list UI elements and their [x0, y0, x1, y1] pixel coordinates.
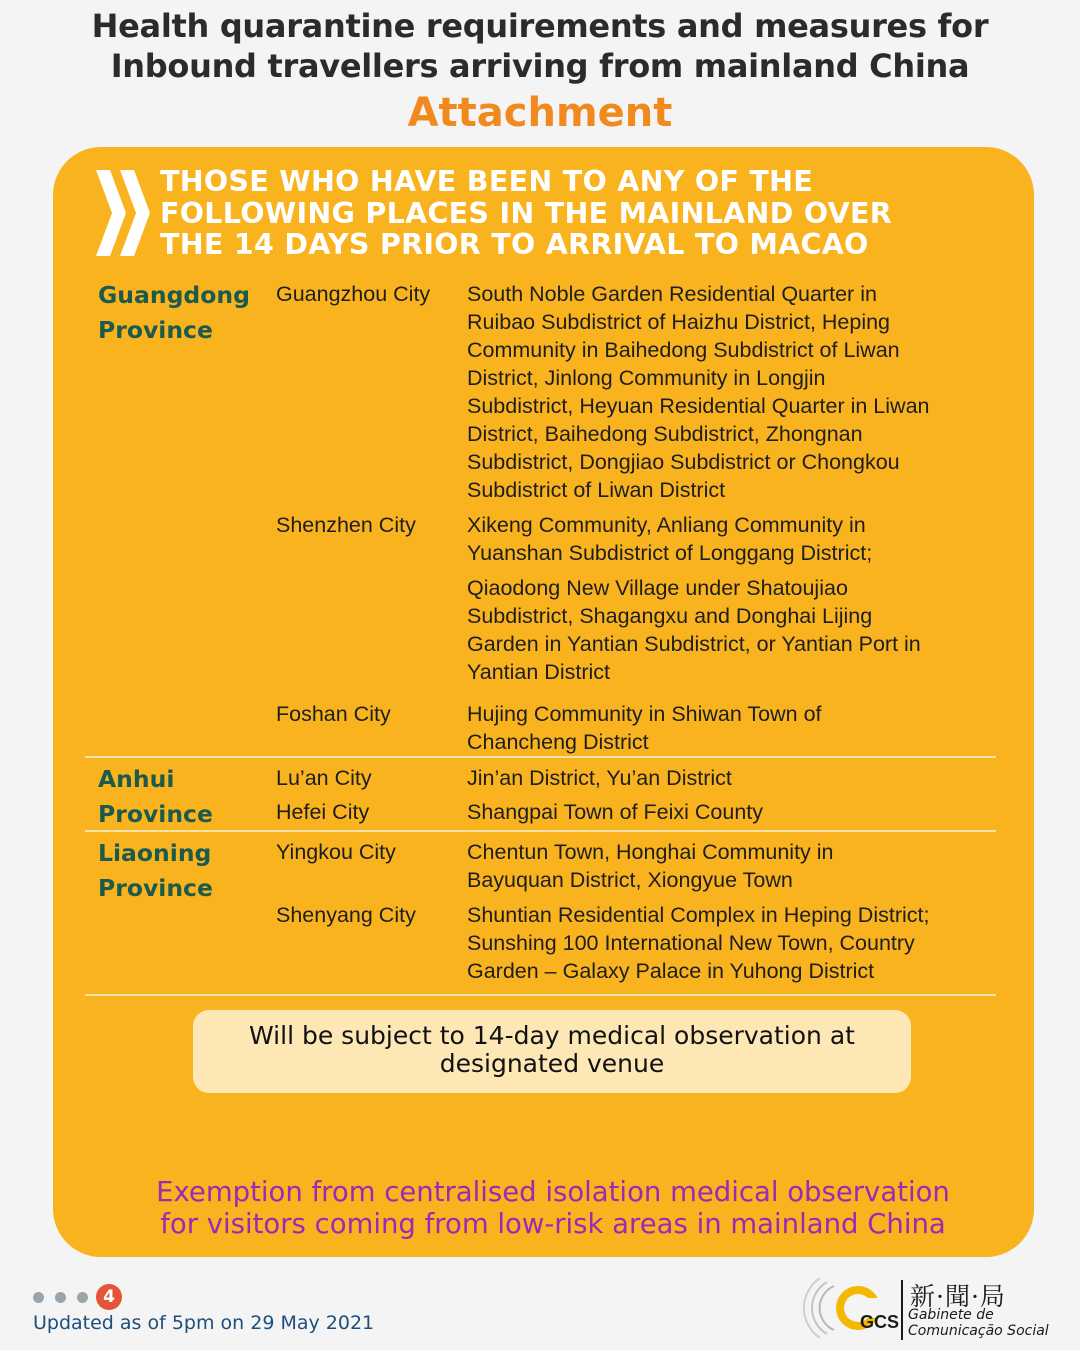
place-line: Hujing Community in Shiwan Town of — [467, 702, 822, 726]
place-line: Ruibao Subdistrict of Haizhu District, Heping — [467, 310, 891, 334]
region-liaoning — [85, 836, 996, 994]
province-name-line-2: Province — [98, 316, 213, 344]
observation-notice — [193, 1010, 911, 1093]
place-line: Subdistrict, Heyuan Residential Quarter in Liwan — [467, 394, 930, 418]
place-line: Chentun Town, Honghai Community in — [467, 840, 834, 864]
page-dot — [77, 1292, 88, 1303]
row-divider — [85, 756, 996, 758]
places-guangzhou — [467, 280, 997, 504]
exemption-text — [53, 1176, 1053, 1240]
place-line: South Noble Garden Residential Quarter in — [467, 282, 877, 306]
city-shenzhen: Shenzhen City — [276, 513, 416, 537]
updated-timestamp: Updated as of 5pm on 29 May 2021 — [33, 1312, 375, 1334]
places-shenyang — [467, 901, 997, 985]
page-header — [0, 6, 1080, 138]
places-shenzhen-2 — [467, 574, 997, 686]
place-line: Qiaodong New Village under Shatoujiao — [467, 576, 848, 600]
place-line: Bayuquan District, Xiongyue Town — [467, 868, 793, 892]
region-guangdong — [85, 278, 996, 758]
row-divider — [85, 830, 996, 832]
section-heading-line-1: THOSE WHO HAVE BEEN TO ANY OF THE — [160, 165, 814, 198]
place-line: District, Jinlong Community in Longjin — [467, 366, 826, 390]
page-title-line-2: Inbound travellers arriving from mainland China — [110, 47, 970, 85]
place-line: Garden – Galaxy Palace in Yuhong District — [467, 959, 875, 983]
section-heading-line-2: FOLLOWING PLACES IN THE MAINLAND OVER — [160, 196, 892, 230]
province-name-line-1: Anhui — [98, 765, 175, 793]
logo-pt-line-1: Gabinete de — [908, 1307, 994, 1323]
section-heading-line-3: THE 14 DAYS PRIOR TO ARRIVAL TO MACAO — [160, 228, 869, 261]
page-subtitle: Attachment — [407, 90, 673, 136]
place-line: Yantian District — [467, 660, 610, 684]
place-line: Subdistrict of Liwan District — [467, 478, 726, 502]
place-line: Subdistrict, Dongjiao Subdistrict or Chongkou — [467, 450, 900, 474]
page-dot — [33, 1292, 44, 1303]
place-line: Sunshing 100 International New Town, Country — [467, 931, 915, 955]
city-luan: Lu’an City — [276, 766, 372, 790]
notice-line-1: Will be subject to 14-day medical observation at — [249, 1021, 855, 1050]
logo-pt-line-2: Comunicação Social — [908, 1323, 1049, 1339]
place-line: Yuanshan Subdistrict of Longgang District; — [467, 541, 873, 565]
notice-line-2: designated venue — [439, 1049, 665, 1078]
places-luan — [467, 764, 997, 792]
city-guangzhou: Guangzhou City — [276, 282, 431, 306]
province-name — [98, 762, 213, 832]
place-line: Xikeng Community, Anliang Community in — [467, 513, 866, 537]
region-anhui — [85, 762, 996, 830]
double-chevron-icon — [96, 170, 152, 256]
exemption-line-2: for visitors coming from low-risk areas in mainland China — [160, 1208, 946, 1240]
places-hefei — [467, 798, 997, 826]
section-heading — [160, 166, 980, 261]
exemption-line-1: Exemption from centralised isolation medical observation — [156, 1176, 950, 1208]
places-yingkou — [467, 838, 997, 894]
place-line: Subdistrict, Shagangxu and Donghai Lijing — [467, 604, 873, 628]
place-line: Shangpai Town of Feixi County — [467, 800, 764, 824]
province-name — [98, 836, 213, 906]
logo-portuguese-text — [908, 1307, 1049, 1339]
province-name-line-2: Province — [98, 874, 213, 902]
places-foshan — [467, 700, 997, 756]
row-divider — [85, 994, 996, 996]
place-line: Jin’an District, Yu’an District — [467, 766, 732, 790]
province-name — [98, 278, 250, 348]
place-line: Garden in Yantian Subdistrict, or Yantian Port in — [467, 632, 921, 656]
place-line: District, Baihedong Subdistrict, Zhongnan — [467, 422, 863, 446]
city-hefei: Hefei City — [276, 800, 370, 824]
place-line: Community in Baihedong Subdistrict of Liwan — [467, 338, 900, 362]
city-foshan: Foshan City — [276, 702, 391, 726]
places-shenzhen — [467, 511, 997, 567]
city-shenyang: Shenyang City — [276, 903, 416, 927]
logo-mark-text: GCS — [860, 1312, 900, 1332]
province-name-line-1: Liaoning — [98, 839, 212, 867]
logo-chinese-text: 新·聞·局 — [910, 1282, 1006, 1311]
place-line: Shuntian Residential Complex in Heping District; — [467, 903, 930, 927]
page-dot — [55, 1292, 66, 1303]
province-name-line-2: Province — [98, 800, 213, 828]
province-name-line-1: Guangdong — [98, 281, 250, 309]
page-number-badge: 4 — [96, 1284, 122, 1310]
page-title-line-1: Health quarantine requirements and measures for — [91, 7, 989, 45]
place-line: Chancheng District — [467, 730, 649, 754]
page-indicator — [33, 1284, 133, 1308]
city-yingkou: Yingkou City — [276, 840, 396, 864]
